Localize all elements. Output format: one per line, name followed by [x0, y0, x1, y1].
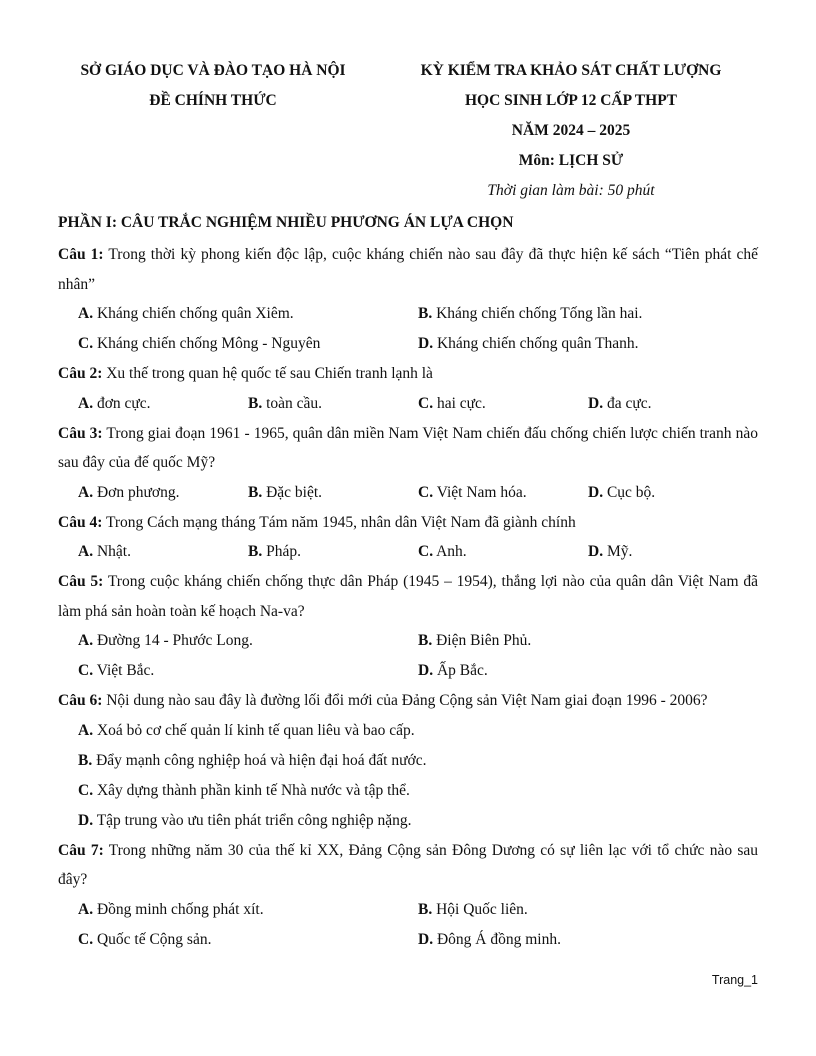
question-text: Trong cuộc kháng chiến chống thực dân Pháp (1945 – 1954), thắng lợi nào của quân dân Việt Nam đã làm phá sản hoàn toàn kế hoạch Na-va?	[58, 573, 758, 620]
option-text: Đặc biệt.	[266, 483, 323, 501]
option-key: D.	[418, 335, 434, 352]
option-key: C.	[78, 781, 94, 799]
options-row	[58, 626, 758, 656]
option-b[interactable]	[248, 478, 418, 508]
option-text: Việt Nam hóa.	[436, 483, 527, 501]
option-text: đơn cực.	[96, 394, 151, 412]
section-title: PHẦN I: CÂU TRẮC NGHIỆM NHIỀU PHƯƠNG ÁN LỰA CHỌN	[58, 214, 514, 231]
option-b[interactable]	[418, 299, 642, 329]
question-4	[58, 508, 758, 538]
option-key: B.	[78, 751, 93, 769]
department-name: SỞ GIÁO DỤC VÀ ĐÀO TẠO HÀ NỘI	[80, 62, 346, 79]
question-label: Câu 6:	[58, 692, 103, 709]
option-key: C.	[78, 930, 94, 948]
question-7	[58, 836, 758, 895]
option-key: D.	[588, 394, 604, 412]
option-key: B.	[418, 305, 433, 322]
question-label: Câu 5:	[58, 573, 104, 590]
option-text: Pháp.	[266, 543, 301, 560]
exam-duration: Thời gian làm bài: 50 phút	[487, 182, 655, 199]
option-c[interactable]	[78, 329, 418, 359]
options-row	[58, 925, 758, 955]
exam-page	[58, 58, 758, 955]
option-key: C.	[418, 543, 434, 560]
option-key: A.	[78, 632, 94, 649]
option-text: Kháng chiến chống Tống lần hai.	[436, 305, 643, 322]
question-5	[58, 567, 758, 626]
option-d[interactable]	[418, 329, 639, 359]
options-row	[58, 478, 758, 508]
option-key: D.	[588, 483, 604, 501]
option-key: A.	[78, 900, 94, 918]
option-key: A.	[78, 721, 94, 739]
option-c[interactable]	[78, 925, 418, 955]
option-text: Kháng chiến chống quân Thanh.	[436, 335, 639, 352]
option-a[interactable]	[78, 478, 248, 508]
option-key: D.	[418, 930, 434, 948]
header-right	[386, 58, 756, 208]
question-text: Trong Cách mạng tháng Tám năm 1945, nhân dân Việt Nam đã giành chính	[105, 513, 576, 531]
option-text: Đơn phương.	[96, 483, 180, 501]
option-text: Anh.	[436, 543, 467, 560]
option-key: B.	[248, 394, 263, 412]
option-text: Hội Quốc liên.	[436, 900, 528, 918]
option-key: D.	[588, 543, 604, 560]
question-6	[58, 686, 758, 716]
option-d[interactable]	[588, 389, 652, 419]
options-row	[58, 537, 758, 567]
option-c[interactable]	[58, 776, 758, 806]
option-c[interactable]	[418, 478, 588, 508]
option-a[interactable]	[78, 537, 248, 567]
option-a[interactable]	[78, 299, 418, 329]
question-1	[58, 240, 758, 299]
option-key: C.	[418, 394, 434, 412]
question-text: Trong giai đoạn 1961 - 1965, quân dân miền Nam Việt Nam chiến đấu chống chiến lược chiến tranh nào sau đây của đế quốc Mỹ?	[58, 424, 758, 471]
question-label: Câu 4:	[58, 513, 103, 531]
option-text: Kháng chiến chống quân Xiêm.	[96, 305, 294, 322]
header-left	[58, 58, 368, 208]
option-a[interactable]	[78, 389, 248, 419]
option-key: A.	[78, 483, 94, 501]
option-text: toàn cầu.	[266, 394, 323, 412]
question-label: Câu 2:	[58, 365, 103, 382]
option-a[interactable]	[78, 895, 418, 925]
option-key: C.	[418, 483, 434, 501]
page-number: Trang_1	[711, 973, 758, 987]
option-a[interactable]	[58, 716, 758, 746]
option-text: Kháng chiến chống Mông - Nguyên	[96, 335, 321, 352]
option-text: đa cực.	[606, 394, 652, 412]
option-key: B.	[418, 632, 433, 649]
option-c[interactable]	[418, 389, 588, 419]
question-text: Nội dung nào sau đây là đường lối đổi mới của Đảng Cộng sản Việt Nam giai đoạn 1996 - 2006?	[106, 692, 708, 709]
option-key: B.	[248, 483, 263, 501]
option-key: C.	[78, 662, 94, 679]
option-key: D.	[418, 662, 434, 679]
option-text: Cục bộ.	[606, 483, 656, 501]
options-row	[58, 656, 758, 686]
option-key: D.	[78, 811, 94, 829]
option-text: Quốc tế Cộng sản.	[96, 930, 212, 948]
option-b[interactable]	[248, 537, 418, 567]
options-row	[58, 329, 758, 359]
option-text: Đông Á đồng minh.	[436, 930, 561, 948]
exam-header	[58, 58, 758, 208]
exam-title: KỲ KIỂM TRA KHẢO SÁT CHẤT LƯỢNG	[420, 62, 722, 79]
options-row	[58, 895, 758, 925]
question-2	[58, 359, 758, 389]
option-key: C.	[78, 335, 94, 352]
option-text: Nhật.	[96, 543, 131, 560]
options-row	[58, 299, 758, 329]
question-text: Xu thế trong quan hệ quốc tế sau Chiến tranh lạnh là	[106, 365, 433, 382]
option-text: Việt Bắc.	[96, 662, 155, 679]
option-d[interactable]	[58, 806, 758, 836]
option-c[interactable]	[78, 656, 418, 686]
question-label: Câu 7:	[58, 841, 104, 859]
question-label: Câu 3:	[58, 424, 103, 442]
option-d[interactable]	[588, 478, 655, 508]
option-d[interactable]	[588, 537, 632, 567]
option-text: Ấp Bắc.	[436, 662, 488, 679]
option-text: Điện Biên Phủ.	[436, 632, 532, 649]
option-text: Tập trung vào ưu tiên phát triển công nghiệp nặng.	[96, 811, 412, 829]
option-a[interactable]	[78, 626, 418, 656]
option-b[interactable]	[248, 389, 418, 419]
option-key: A.	[78, 543, 94, 560]
option-key: B.	[248, 543, 263, 560]
option-text: Xây dựng thành phần kinh tế Nhà nước và tập thể.	[96, 781, 410, 799]
question-label: Câu 1:	[58, 246, 104, 263]
option-d[interactable]	[418, 656, 488, 686]
exam-year: NĂM 2024 – 2025	[511, 122, 631, 139]
options-row	[58, 389, 758, 419]
option-key: A.	[78, 394, 94, 412]
question-text: Trong thời kỳ phong kiến độc lập, cuộc kháng chiến nào sau đây đã thực hiện kế sách “Tiên phát chế nhân”	[58, 246, 758, 293]
option-text: hai cực.	[436, 394, 486, 412]
option-b[interactable]	[58, 746, 758, 776]
option-key: A.	[78, 305, 94, 322]
question-3	[58, 419, 758, 478]
option-b[interactable]	[418, 626, 531, 656]
option-text: Mỹ.	[606, 543, 633, 560]
option-text: Xoá bỏ cơ chế quản lí kinh tế quan liêu và bao cấp.	[96, 721, 415, 739]
option-text: Đường 14 - Phước Long.	[96, 632, 253, 649]
option-c[interactable]	[418, 537, 588, 567]
exam-subject: Môn: LỊCH SỬ	[518, 152, 624, 169]
option-text: Đồng minh chống phát xít.	[96, 900, 264, 918]
option-d[interactable]	[418, 925, 561, 955]
option-text: Đẩy mạnh công nghiệp hoá và hiện đại hoá đất nước.	[96, 751, 427, 769]
option-key: B.	[418, 900, 433, 918]
option-b[interactable]	[418, 895, 528, 925]
exam-grade: HỌC SINH LỚP 12 CẤP THPT	[464, 92, 677, 109]
official-label: ĐỀ CHÍNH THỨC	[149, 92, 277, 109]
question-text: Trong những năm 30 của thế kỉ XX, Đảng Cộng sản Đông Dương có sự liên lạc với tổ chức nào sau đây?	[58, 841, 758, 888]
